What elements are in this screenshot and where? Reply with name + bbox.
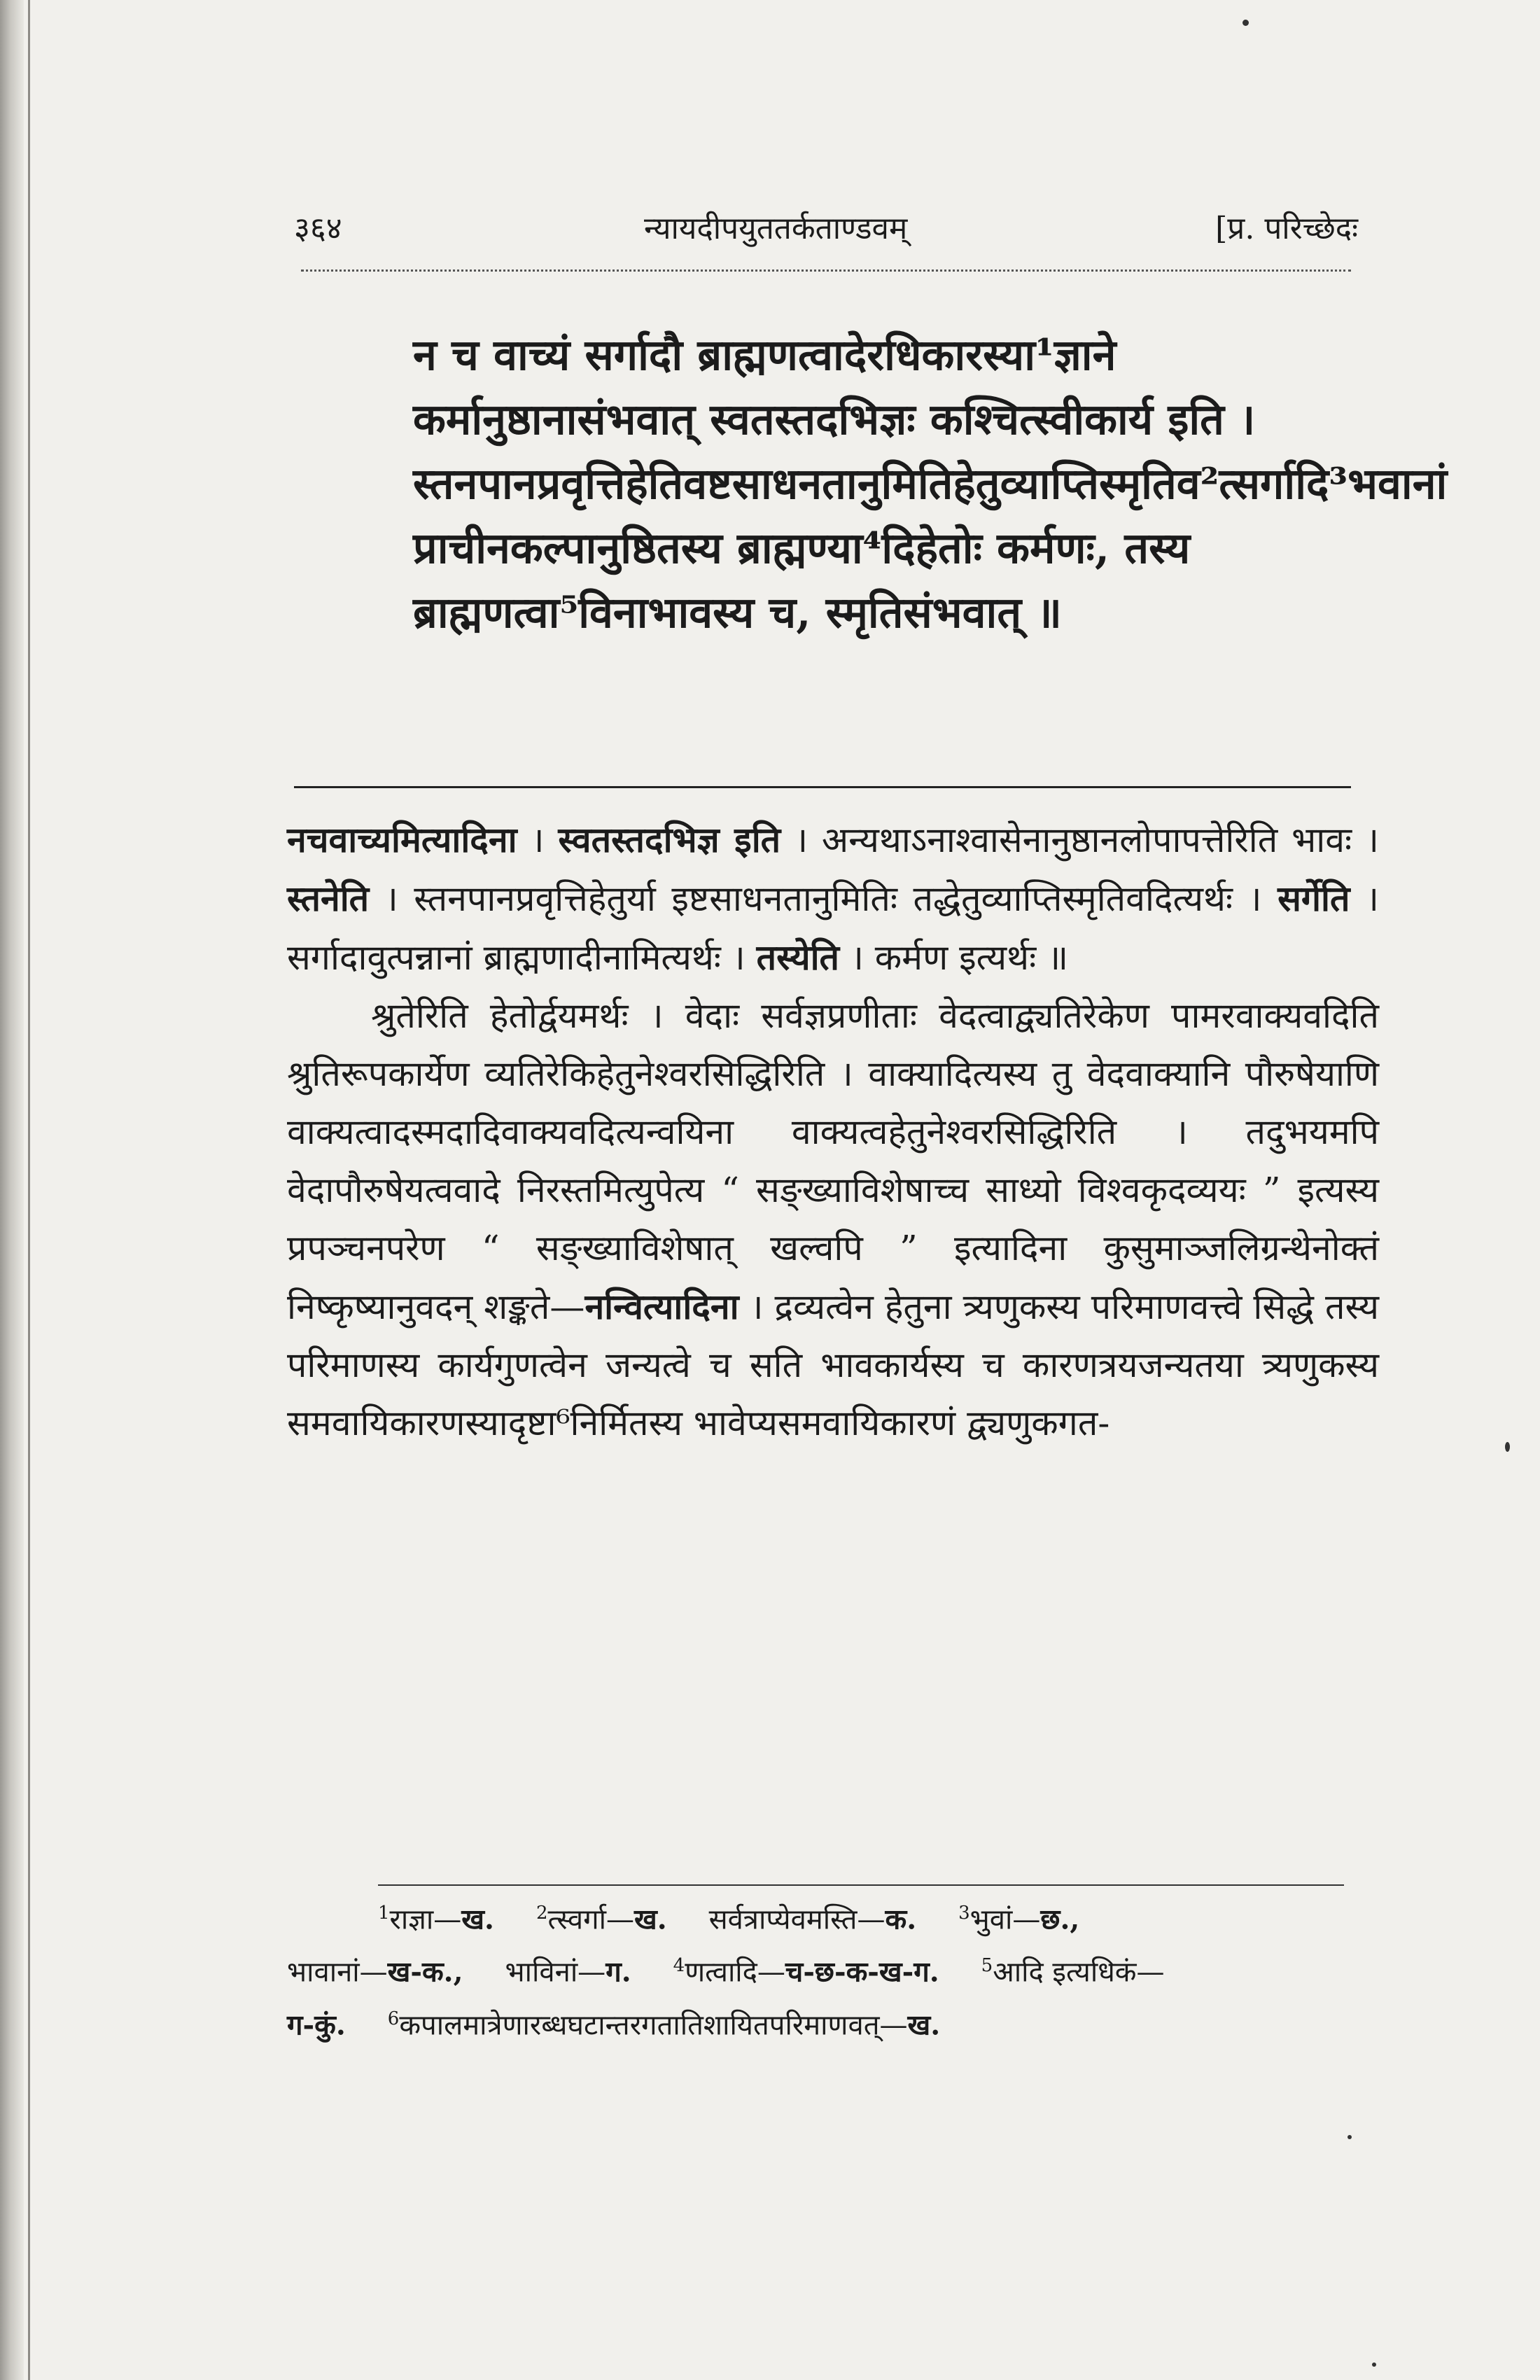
commentary-block (287, 811, 1379, 1452)
header-rule (301, 270, 1351, 272)
manuscript-siglum: ख. (461, 1903, 494, 1936)
commentary-text: । सर्गादावुत्पन्नानां ब्राह्मणादीनामित्यर्थः । (287, 878, 1379, 978)
footnote-text: आदि इत्यधिकं— (993, 1956, 1165, 1989)
manuscript-siglum: क. (885, 1903, 917, 1936)
footnote-text: णत्वादि— (685, 1956, 785, 1989)
commentary-text: । द्रव्यत्वेन हेतुना त्र्यणुकस्य परिमाणवत्त्वे सिद्धे तस्य परिमाणस्य कार्यगुणत्वेन जन्यत्वे च सति भावकार्यस्य च कारणत्रयजन्यतया त्र्यणुकस्य समवायिकारणस्यादृष्टा⁶निर्मितस्य भावेप्यसमवायिकारणं द्व्यणुकगत- (287, 1287, 1380, 1443)
scan-speck (1505, 1442, 1510, 1452)
scan-speck (1242, 20, 1249, 26)
commentary-text: । अन्यथाऽनाश्वासेनानुष्ठानलोपापत्तेरिति भावः । (780, 820, 1379, 860)
footnote-marker: 5 (981, 1955, 993, 1977)
pratika-sarga: सर्गेति (1278, 878, 1350, 919)
manuscript-siglum: ख. (634, 1903, 667, 1936)
footnote-marker: 4 (673, 1955, 685, 1977)
commentary-text: श्रुतेरिति हेतोर्द्वयमर्थः । वेदाः सर्वज्ञप्रणीताः वेदत्वाद्व्यतिरेकेण पामरवाक्यवदिति श्रुतिरूपकार्येण व्यतिरेकिहेतुनेश्वरसिद्धिरिति । वाक्यादित्यस्य तु वेदवाक्यानि पौरुषेयाणि वाक्यत्वादस्मदादिवाक्यवदित्यन्वयिना वाक्यत्वहेतुनेश्वरसिद्धिरिति । तदुभयमपि वेदापौरुषेयत्ववादे निरस्तमित्युपेत्य “ सङ्ख्याविशेषाच्च साध्यो विश्वकृदव्ययः ” इत्यस्य प्रपञ्चनपरेण “ सङ्ख्याविशेषात् खल्वपि ” इत्यादिना कुसुमाञ्जलिग्रन्थेनोक्तं निष्कृष्यानुवदन् शङ्कते— (287, 995, 1379, 1327)
pratika-nacavacyam: नचवाच्यमित्यादिना (287, 819, 517, 860)
scan-speck (1372, 2362, 1376, 2367)
page-number: ३६४ (294, 211, 342, 246)
footnote-line (287, 1890, 1379, 1942)
commentary-paragraph-1 (287, 811, 1379, 987)
manuscript-siglum: ग-कुं. (287, 2008, 346, 2041)
footnote-line (287, 1942, 1379, 1995)
footnote-marker: 6 (387, 2008, 400, 2029)
footnote-rule (378, 1884, 1344, 1886)
footnote-marker: 3 (958, 1903, 970, 1924)
pratika-nanu: नन्वित्यादिना (584, 1286, 739, 1327)
running-title: न्यायदीपयुततर्कताण्डवम् (644, 211, 908, 246)
footnote-text: सर्वत्राप्येवमस्ति— (708, 1903, 886, 1936)
commentary-text: । स्तनपानप्रवृत्तिहेतुर्या इष्टसाधनतानुमितिः तद्धेतुव्याप्तिस्मृतिवदित्यर्थः । (369, 878, 1278, 919)
section-label: [प्र. परिच्छेदः (1215, 211, 1358, 246)
pratika-svatah: स्वतस्तदभिज्ञ इति (558, 819, 781, 860)
manuscript-siglum: ग. (606, 1955, 631, 1989)
footnote-line (287, 1996, 1379, 2048)
footnote-text: कपालमात्रेणारब्धघटान्तरगतातिशायितपरिमाणवत्— (399, 2008, 908, 2041)
running-header (280, 204, 1358, 253)
scan-speck (1348, 2135, 1352, 2139)
commentary-text: । कर्मण इत्यर्थः ॥ (839, 937, 1069, 978)
commentary-paragraph-2 (287, 987, 1379, 1452)
main-text-block (413, 323, 1448, 645)
manuscript-siglum: ख. (907, 2008, 941, 2041)
commentary-separator (294, 786, 1351, 788)
manuscript-siglum: छ., (1040, 1903, 1080, 1936)
footnotes (287, 1890, 1379, 2048)
footnote-text: भावानां— (287, 1956, 388, 1989)
pratika-tasya: तस्येति (756, 937, 840, 978)
manuscript-siglum: च-छ-क-ख-ग. (785, 1955, 939, 1989)
footnote-text: राज्ञा— (389, 1903, 462, 1936)
footnote-text: भाविनां— (505, 1956, 606, 1989)
pratika-stana: स्तनेति (287, 878, 370, 919)
main-text: न च वाच्यं सर्गादौ ब्राह्मणत्वादेरधिकारस्या¹ज्ञाने कर्मानुष्ठानासंभवात् स्वतस्तदभिज्ञः कश्चित्स्वीकार्य इति । स्तनपानप्रवृत्तिहेतिवष्टसाधनतानुमितिहेतुव्याप्तिस्मृतिव²त्सर्गादि³भवानां प्राचीनकल्पानुष्ठितस्य ब्राह्मण्या⁴दिहेतोः कर्मणः, तस्य ब्राह्मणत्वा⁵विनाभावस्य च, स्मृतिसंभवात् ॥ (413, 330, 1448, 638)
manuscript-siglum: ख-क., (387, 1955, 463, 1989)
footnote-marker: 1 (378, 1903, 390, 1924)
footnote-text: त्स्वर्गा— (547, 1903, 634, 1936)
commentary-text: । (517, 820, 559, 860)
footnote-text: भुवां— (969, 1903, 1041, 1936)
footnote-marker: 2 (536, 1903, 548, 1924)
